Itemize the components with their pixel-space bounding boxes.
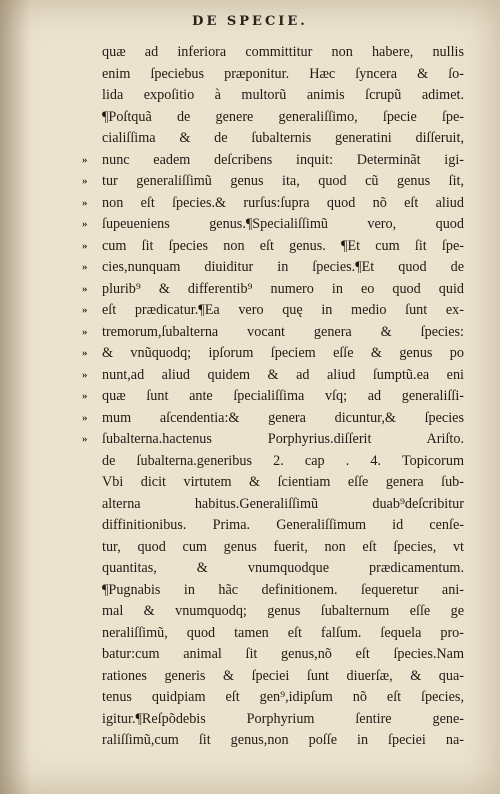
text-line — [82, 193, 464, 215]
line-text: ſubalterna.hactenus Porphyrius.diſſerit Ariſto. — [102, 431, 464, 447]
line-text: tur, quod cum genus fuerit, non eſt ſpecies, vt — [102, 538, 464, 555]
text-line — [82, 150, 464, 172]
line-text: nunc eadem deſcribens inquit: Determinãt igi- — [102, 151, 464, 168]
line-text: diffinitionibus. Prima. Generaliſſimum id cenſe- — [102, 517, 464, 533]
text-block — [82, 42, 464, 752]
line-text: batur:cum animal ſit genus,nõ eſt ſpecies.Nam — [102, 646, 464, 662]
text-line — [102, 472, 464, 494]
line-text: cialiſſima & de ſubalternis generatini diſſeruit, — [102, 130, 464, 146]
line-text: mal & vnumquodq; genus ſubalternum eſſe ge — [102, 603, 464, 619]
line-text: de ſubalterna.generibus 2. cap . 4. Topicorum — [102, 452, 464, 469]
line-text: tenus quidpiam eſt gen⁹,idipſum nõ eſt ſpecies, — [102, 689, 464, 705]
quotation-mark: » — [82, 325, 88, 338]
text-line — [102, 85, 464, 107]
text-line — [102, 494, 464, 516]
text-line — [82, 279, 464, 301]
text-line — [102, 515, 464, 537]
text-line — [102, 601, 464, 623]
line-text: rationes generis & ſpeciei ſunt diuerſæ, & qua- — [102, 667, 464, 684]
quotation-mark: » — [82, 153, 88, 166]
text-line — [82, 322, 464, 344]
quotation-mark: » — [82, 218, 88, 230]
line-text: quæ ad inferiora committitur non habere, nullis — [102, 44, 464, 60]
text-line — [102, 644, 464, 666]
line-text: tur generaliſſimũ genus ita, quod cũ genus ſit, — [102, 173, 464, 189]
line-text: alterna habitus.Generaliſſimũ duab⁹deſcribitur — [102, 495, 464, 512]
quotation-mark: » — [82, 433, 88, 445]
text-line — [82, 236, 464, 258]
text-line — [102, 666, 464, 688]
binding-shadow — [0, 0, 30, 794]
line-text: cum ſit ſpecies non eſt genus. ¶Et cum ſit ſpe- — [102, 237, 464, 254]
line-text: quantitas, & vnumquodque prædicamentum. — [102, 560, 464, 576]
line-text: ¶Pugnabis in hãc definitionem. ſequeretur ani- — [102, 581, 464, 598]
text-line — [82, 257, 464, 279]
line-text: enim ſpeciebus præponitur. Hæc ſyncera & ſo- — [102, 65, 464, 82]
text-line — [82, 365, 464, 387]
text-line — [82, 386, 464, 408]
line-text: neraliſſimũ, quod tamen eſt falſum. ſequela pro- — [102, 624, 464, 641]
quotation-mark: » — [82, 368, 88, 381]
text-line — [102, 730, 464, 752]
line-text: raliſſimũ,cum ſit genus,non poſſe in ſpeciei na- — [102, 732, 464, 748]
quotation-mark: » — [82, 390, 88, 402]
text-line — [102, 128, 464, 150]
quotation-mark: » — [82, 304, 88, 316]
quotation-mark: » — [82, 411, 88, 424]
line-text: cies,nunquam diuiditur in ſpecies.¶Et quod de — [102, 259, 464, 275]
text-line — [102, 107, 464, 129]
line-text: igitur.¶Reſpõdebis Porphyrium ſentire gene- — [102, 710, 464, 727]
text-line — [82, 300, 464, 322]
text-line — [102, 580, 464, 602]
line-text: mum aſcendentia:& genera dicuntur,& ſpecies — [102, 409, 464, 426]
text-line — [82, 408, 464, 430]
text-line — [102, 64, 464, 86]
line-text: tremorum,ſubalterna vocant genera & ſpecies: — [102, 323, 464, 340]
text-line — [102, 687, 464, 709]
text-line — [82, 214, 464, 236]
text-line — [82, 429, 464, 451]
quotation-mark: » — [82, 282, 88, 295]
text-line — [102, 42, 464, 64]
text-line — [102, 558, 464, 580]
line-text: plurib⁹ & differentib⁹ numero in eo quod quid — [102, 280, 464, 297]
text-line — [102, 623, 464, 645]
line-text: Vbi dicit virtutem & ſcientiam eſſe genera ſub- — [102, 474, 464, 490]
quotation-mark: » — [82, 175, 88, 187]
line-text: quæ ſunt ante ſpecialiſſima vſq; ad generaliſſi- — [102, 388, 464, 404]
line-text: & vnũquodq; ipſorum ſpeciem eſſe & genus po — [102, 345, 464, 361]
line-text: ſupeueniens genus.¶Specialiſſimũ vero, quod — [102, 216, 464, 232]
text-line — [82, 171, 464, 193]
text-line — [102, 709, 464, 731]
text-line — [102, 451, 464, 473]
quotation-mark: » — [82, 196, 88, 209]
line-text: non eſt ſpecies.& rurſus:ſupra quod nõ eſt aliud — [102, 194, 464, 211]
running-head: DE SPECIE. — [192, 14, 308, 29]
quotation-mark: » — [82, 347, 88, 359]
text-line — [82, 343, 464, 365]
quotation-mark: » — [82, 261, 88, 273]
text-line — [102, 537, 464, 559]
quotation-mark: » — [82, 239, 88, 252]
line-text: eſt prædicatur.¶Ea vero quę in medio ſunt ex- — [102, 302, 464, 318]
line-text: lida expoſitio à multorũ animis ſcrupũ adimet. — [102, 87, 464, 103]
line-text: ¶Poſtquã de genere generaliſſimo, ſpecie ſpe- — [102, 108, 464, 125]
line-text: nunt,ad aliud quidem & ad aliud ſumptũ.ea eni — [102, 366, 464, 383]
